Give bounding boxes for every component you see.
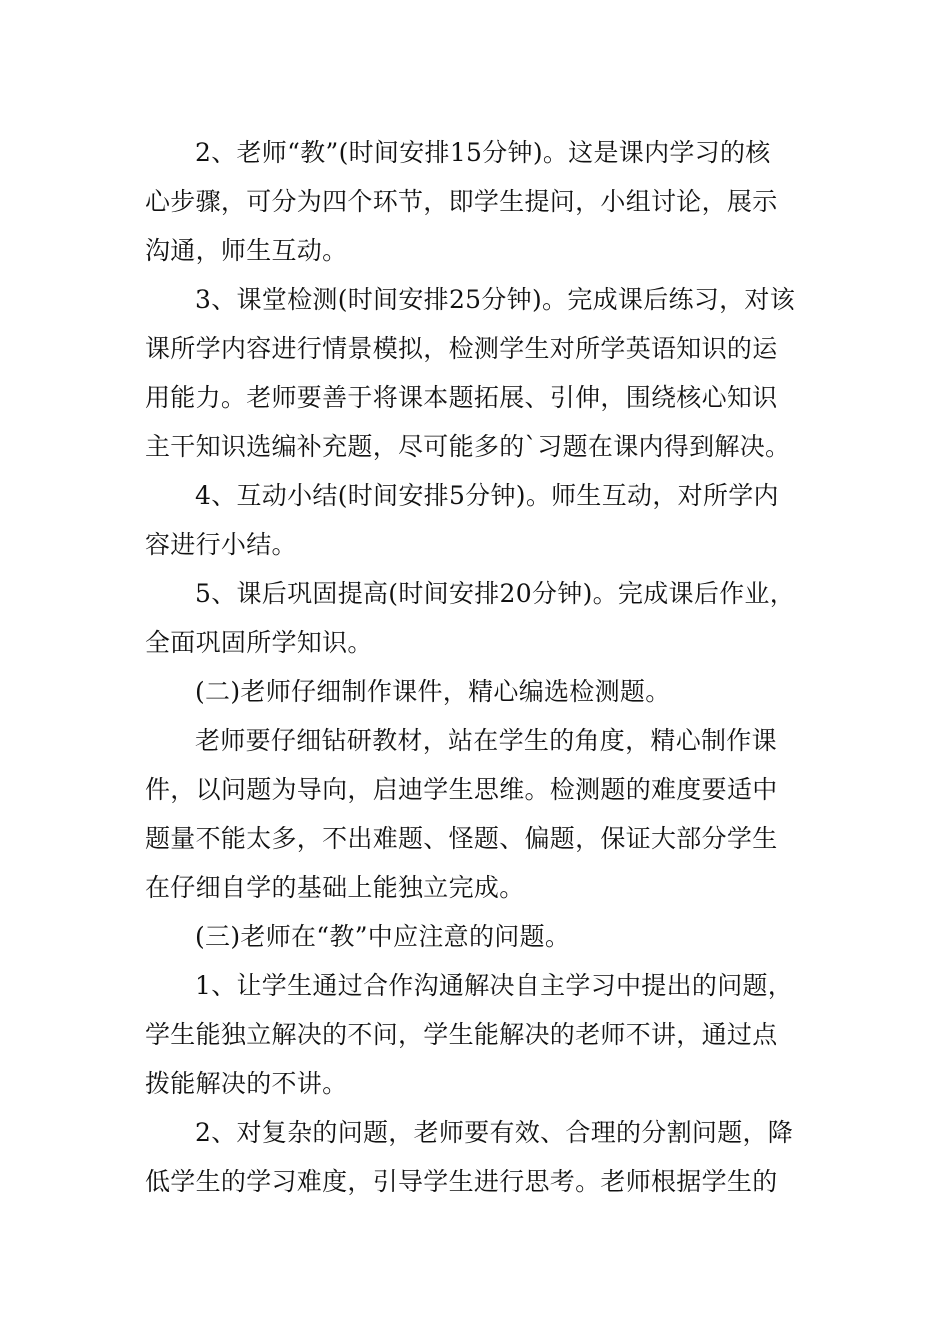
section-heading: (三)老师在“教”中应注意的问题。 xyxy=(195,922,571,951)
text-line: 用能力。老师要善于将课本题拓展、引伸，围绕核心知识 xyxy=(145,383,778,412)
text-line: 容进行小结。 xyxy=(145,530,297,559)
text-line: 2、对复杂的问题，老师要有效、合理的分割问题，降 xyxy=(195,1118,794,1147)
text-line: 沟通，师生互动。 xyxy=(145,236,348,265)
text-line: 心步骤，可分为四个环节，即学生提问，小组讨论，展示 xyxy=(145,187,778,216)
text-line: 主干知识选编补充题，尽可能多的`习题在课内得到解决。 xyxy=(145,432,791,461)
text-line: 2、老师“教”(时间安排15分钟)。这是课内学习的核 xyxy=(195,138,771,167)
text-line: 全面巩固所学知识。 xyxy=(145,628,373,657)
text-line: 老师要仔细钻研教材，站在学生的角度，精心制作课 xyxy=(195,726,777,755)
section-heading: (二)老师仔细制作课件，精心编选检测题。 xyxy=(195,677,671,706)
text-line: 低学生的学习难度，引导学生进行思考。老师根据学生的 xyxy=(145,1167,778,1196)
text-line: 件，以问题为导向，启迪学生思维。检测题的难度要适中 xyxy=(145,775,778,804)
text-line: 1、让学生通过合作沟通解决自主学习中提出的问题， xyxy=(195,971,794,1000)
text-line: 题量不能太多，不出难题、怪题、偏题，保证大部分学生 xyxy=(145,824,778,853)
text-line: 课所学内容进行情景模拟，检测学生对所学英语知识的运 xyxy=(145,334,778,363)
text-line: 4、互动小结(时间安排5分钟)。师生互动，对所学内 xyxy=(195,481,779,510)
text-line: 3、课堂检测(时间安排25分钟)。完成课后练习，对该 xyxy=(195,285,796,314)
text-line: 拨能解决的不讲。 xyxy=(145,1069,348,1098)
document-body xyxy=(145,128,807,1206)
text-line: 在仔细自学的基础上能独立完成。 xyxy=(145,873,525,902)
text-line: 学生能独立解决的不问，学生能解决的老师不讲，通过点 xyxy=(145,1020,778,1049)
text-line: 5、课后巩固提高(时间安排20分钟)。完成课后作业， xyxy=(195,579,796,608)
